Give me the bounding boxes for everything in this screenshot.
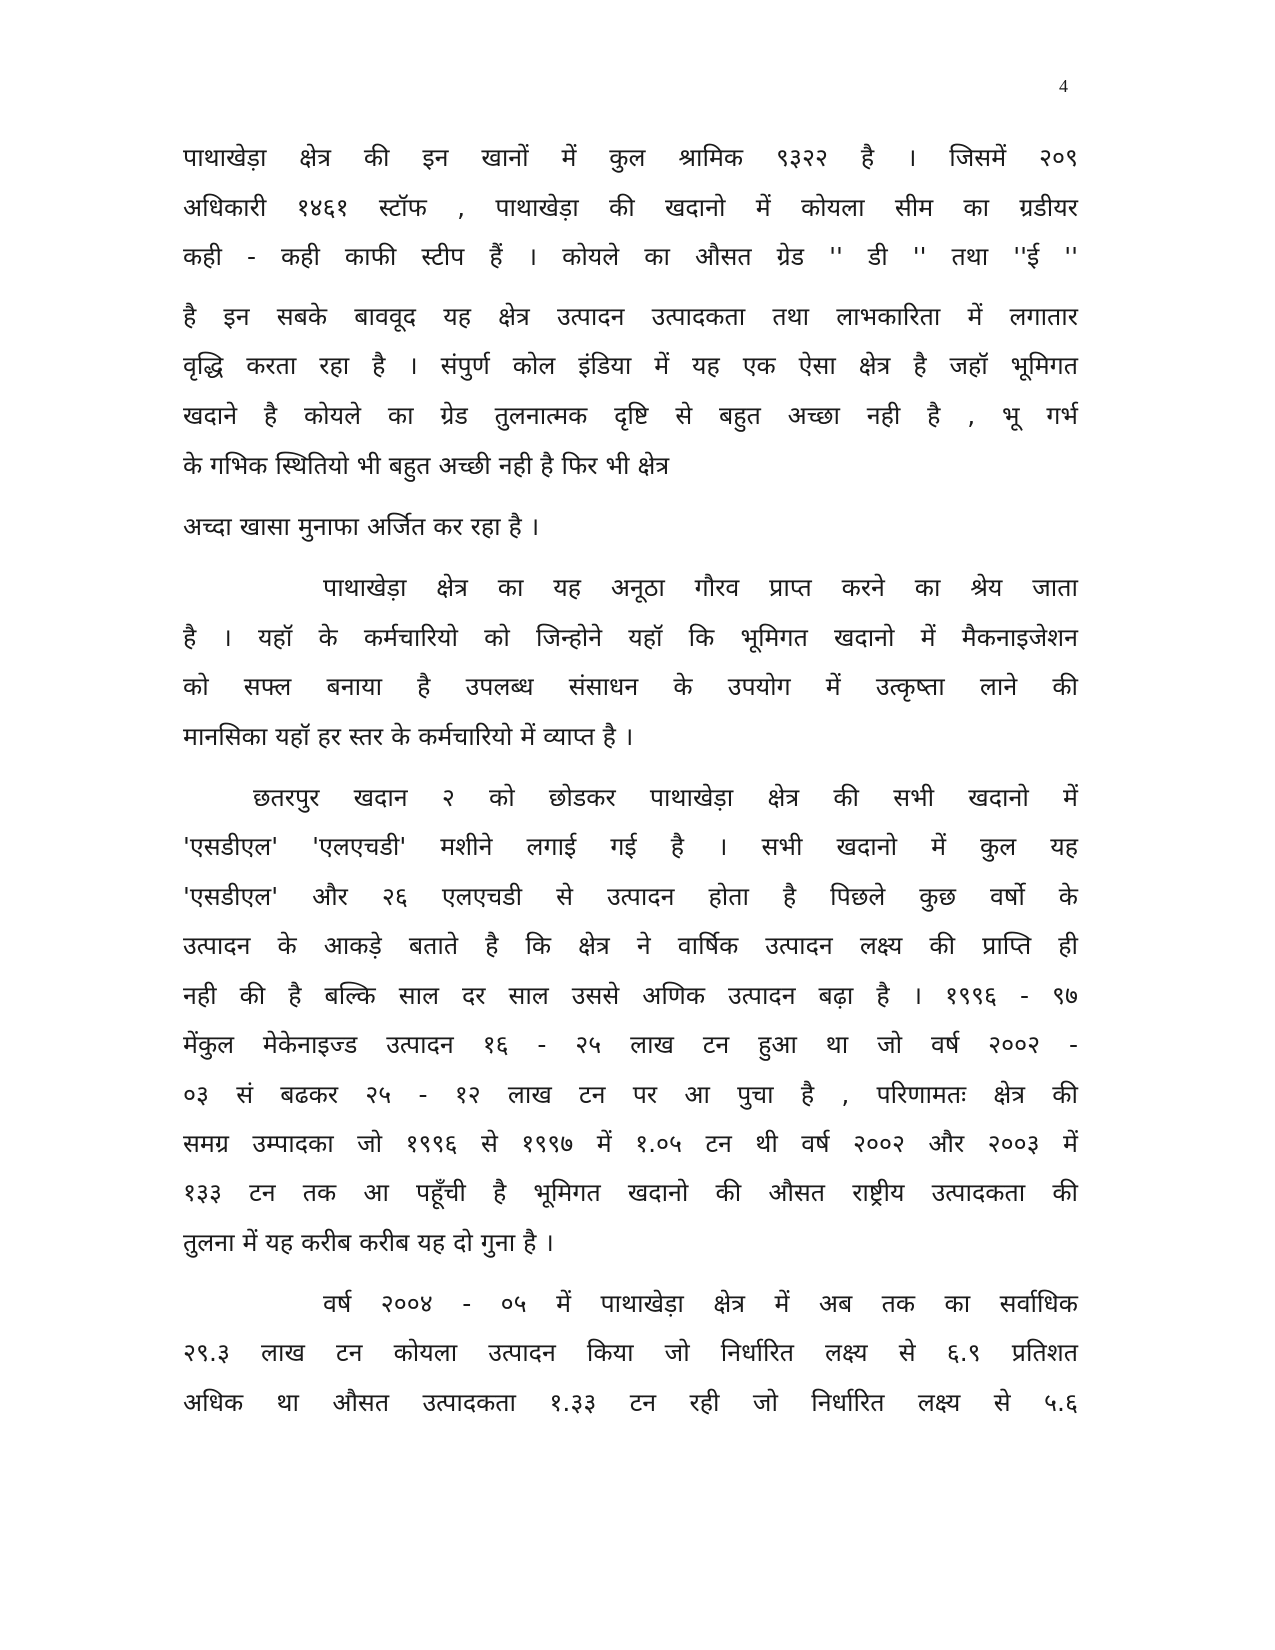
text-line: के गभिक स्थितियो भी बहुत अच्छी नही है फिर भी क्षेत्र bbox=[183, 451, 670, 480]
text-line: वृद्धि करता रहा है । संपुर्ण कोल इंडिया में यह एक ऐसा क्षेत्र है जहॉ भूमिगत bbox=[183, 351, 1078, 380]
text-line: मेंकुल मेकेनाइज्ड उत्पादन १६ - २५ लाख टन हुआ था जो वर्ष २००२ - bbox=[183, 1030, 1078, 1059]
text-line: मानसिका यहॉ हर स्तर के कर्मचारियो में व्याप्त है । bbox=[183, 722, 634, 751]
text-line: १३३ टन तक आ पहूँची है भूमिगत खदानो की औसत राष्ट्रीय उत्पादकता की bbox=[183, 1178, 1078, 1207]
text-line: वर्ष २००४ - ०५ में पाथाखेड़ा क्षेत्र में अब तक का सर्वाधिक bbox=[323, 1289, 1078, 1318]
text-line: नही की है बल्कि साल दर साल उससे अणिक उत्पादन बढ़ा है । १९९६ - ९७ bbox=[183, 981, 1078, 1010]
text-line: है इन सबके बाववूद यह क्षेत्र उत्पादन उत्पादकता तथा लाभकारिता में लगातार bbox=[183, 302, 1078, 331]
text-line: 'एसडीएल' 'एलएचडी' मशीने लगाई गई है । सभी खदानो में कुल यह bbox=[183, 832, 1078, 861]
page-number: 4 bbox=[1059, 76, 1068, 96]
text-line: उत्पादन के आकड़े बताते है कि क्षेत्र ने वार्षिक उत्पादन लक्ष्य की प्राप्ति ही bbox=[183, 931, 1078, 960]
text-line: २९.३ लाख टन कोयला उत्पादन किया जो निर्धारित लक्ष्य से ६.९ प्रतिशत bbox=[183, 1338, 1078, 1367]
text-line: 'एसडीएल' और २६ एलएचडी से उत्पादन होता है पिछले कुछ वर्षो के bbox=[183, 882, 1078, 911]
text-line: ०३ सं बढकर २५ - १२ लाख टन पर आ पुचा है , परिणामतः क्षेत्र की bbox=[183, 1080, 1078, 1109]
text-line: पाथाखेड़ा क्षेत्र की इन खानों में कुल श्रामिक ९३२२ है । जिसमें २०९ bbox=[183, 143, 1078, 172]
text-line: खदाने है कोयले का ग्रेड तुलनात्मक दृष्टि से बहुत अच्छा नही है , भू गर्भ bbox=[183, 401, 1078, 430]
text-line: समग्र उम्पादका जो १९९६ से १९९७ में १.०५ टन थी वर्ष २००२ और २००३ में bbox=[183, 1129, 1078, 1158]
text-line: पाथाखेड़ा क्षेत्र का यह अनूठा गौरव प्राप्त करने का श्रेय जाता bbox=[323, 573, 1078, 602]
text-line: अच्दा खासा मुनाफा अर्जित कर रहा है । bbox=[183, 512, 540, 541]
text-line: छतरपुर खदान २ को छोडकर पाथाखेड़ा क्षेत्र की सभी खदानो में bbox=[253, 783, 1078, 812]
text-line: अधिकारी १४६१ स्टॉफ , पाथाखेड़ा की खदानो में कोयला सीम का ग्रडीयर bbox=[183, 193, 1078, 222]
text-line: अधिक था औसत उत्पादकता १.३३ टन रही जो निर्धारित लक्ष्य से ५.६ bbox=[183, 1388, 1078, 1417]
text-line: कही - कही काफी स्टीप हैं । कोयले का औसत ग्रेड '' डी '' तथा ''ई '' bbox=[183, 242, 1078, 271]
text-line: को सफ्ल बनाया है उपलब्ध संसाधन के उपयोग में उत्कृष्ता लाने की bbox=[183, 672, 1078, 701]
text-line: तुलना में यह करीब करीब यह दो गुना है । bbox=[183, 1228, 554, 1257]
text-line: है । यहॉ के कर्मचारियो को जिन्होने यहॉ कि भूमिगत खदानो में मैकनाइजेशन bbox=[183, 623, 1078, 652]
